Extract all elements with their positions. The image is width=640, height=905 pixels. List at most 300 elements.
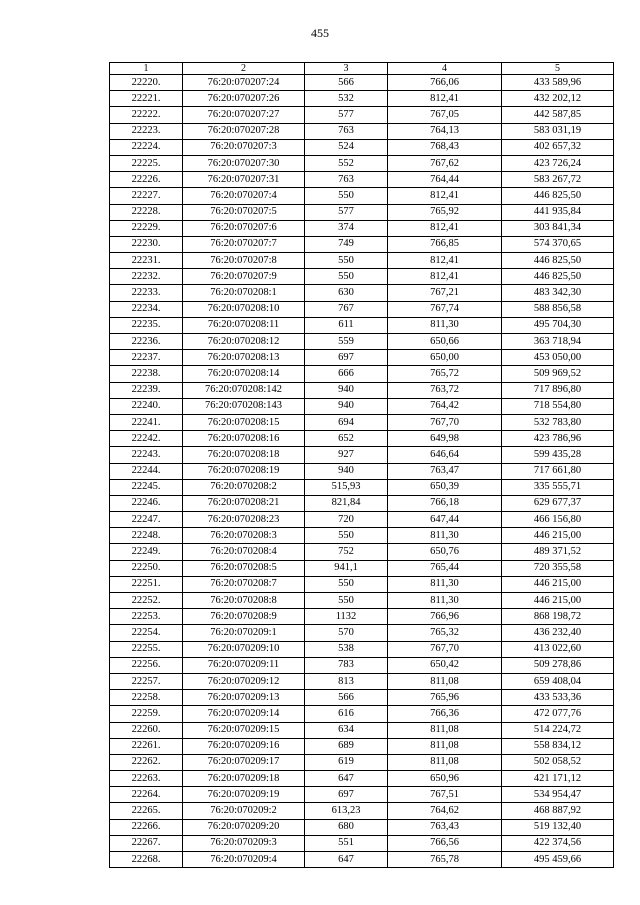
table-cell: 22240. (110, 398, 183, 414)
table-cell: 659 408,04 (502, 673, 614, 689)
table-row (110, 382, 614, 398)
table-cell: 22259. (110, 706, 183, 722)
table-cell: 766,56 (388, 835, 502, 851)
table-cell: 422 374,56 (502, 835, 614, 851)
table-cell: 22227. (110, 188, 183, 204)
table-row (110, 641, 614, 657)
table-cell: 534 954,47 (502, 787, 614, 803)
table-cell: 717 896,80 (502, 382, 614, 398)
table-row (110, 609, 614, 625)
table-cell: 813 (305, 673, 388, 689)
table-cell: 577 (305, 204, 388, 220)
table-row (110, 285, 614, 301)
table-cell: 629 677,37 (502, 495, 614, 511)
table-cell: 76:20:070208:3 (183, 528, 305, 544)
table-cell: 446 825,50 (502, 253, 614, 269)
table-cell: 76:20:070209:2 (183, 803, 305, 819)
table-row (110, 447, 614, 463)
table-row (110, 787, 614, 803)
table-row (110, 544, 614, 560)
table-cell: 583 031,19 (502, 123, 614, 139)
table-cell: 22241. (110, 414, 183, 430)
table-cell: 22253. (110, 609, 183, 625)
table-row (110, 528, 614, 544)
table-cell: 766,06 (388, 75, 502, 91)
table-cell: 446 215,00 (502, 528, 614, 544)
table-cell: 720 (305, 512, 388, 528)
table-row (110, 253, 614, 269)
table-cell: 76:20:070209:16 (183, 738, 305, 754)
table-cell: 868 198,72 (502, 609, 614, 625)
table-cell: 466 156,80 (502, 512, 614, 528)
table-cell: 515,93 (305, 479, 388, 495)
table-cell: 650,96 (388, 771, 502, 787)
table-cell: 76:20:070209:14 (183, 706, 305, 722)
table-cell: 436 232,40 (502, 625, 614, 641)
table-cell: 550 (305, 528, 388, 544)
table-cell: 811,30 (388, 593, 502, 609)
table-cell: 22233. (110, 285, 183, 301)
table-row (110, 819, 614, 835)
table-cell: 76:20:070209:13 (183, 690, 305, 706)
table-row (110, 139, 614, 155)
data-table (109, 62, 614, 868)
table-cell: 446 825,50 (502, 188, 614, 204)
table-cell: 22257. (110, 673, 183, 689)
table-cell: 552 (305, 155, 388, 171)
table-cell: 717 661,80 (502, 463, 614, 479)
table-cell: 551 (305, 835, 388, 851)
table-cell: 650,39 (388, 479, 502, 495)
table-cell: 76:20:070209:18 (183, 771, 305, 787)
table-cell: 566 (305, 75, 388, 91)
table-cell: 811,08 (388, 722, 502, 738)
table-cell: 22222. (110, 107, 183, 123)
table-cell: 763,47 (388, 463, 502, 479)
table-cell: 765,44 (388, 560, 502, 576)
table-cell: 764,42 (388, 398, 502, 414)
table-cell: 22243. (110, 447, 183, 463)
table-cell: 442 587,85 (502, 107, 614, 123)
table-cell: 495 459,66 (502, 852, 614, 868)
table-row (110, 803, 614, 819)
table-cell: 559 (305, 334, 388, 350)
table-cell: 765,96 (388, 690, 502, 706)
table-cell: 22258. (110, 690, 183, 706)
table-cell: 76:20:070208:9 (183, 609, 305, 625)
table-row (110, 236, 614, 252)
table-cell: 583 267,72 (502, 172, 614, 188)
table-row (110, 334, 614, 350)
table-row (110, 431, 614, 447)
table-cell: 616 (305, 706, 388, 722)
table-cell: 767,70 (388, 641, 502, 657)
table-cell: 650,66 (388, 334, 502, 350)
table-cell: 22238. (110, 366, 183, 382)
column-header: 3 (305, 63, 388, 75)
table-cell: 649,98 (388, 431, 502, 447)
table-cell: 483 342,30 (502, 285, 614, 301)
table-cell: 766,96 (388, 609, 502, 625)
table-cell: 76:20:070209:4 (183, 852, 305, 868)
table-cell: 76:20:070209:11 (183, 657, 305, 673)
column-header: 4 (388, 63, 502, 75)
table-cell: 22254. (110, 625, 183, 641)
column-header: 2 (183, 63, 305, 75)
table-row (110, 576, 614, 592)
table-cell: 550 (305, 576, 388, 592)
table-cell: 509 969,52 (502, 366, 614, 382)
table-cell: 76:20:070208:5 (183, 560, 305, 576)
table-cell: 76:20:070208:4 (183, 544, 305, 560)
page-number: 455 (311, 26, 329, 40)
table-cell: 811,08 (388, 738, 502, 754)
table-cell: 783 (305, 657, 388, 673)
table-cell: 519 132,40 (502, 819, 614, 835)
table-cell: 765,78 (388, 852, 502, 868)
table-row (110, 495, 614, 511)
table-cell: 76:20:070207:26 (183, 91, 305, 107)
table-cell: 76:20:070208:19 (183, 463, 305, 479)
table-row (110, 512, 614, 528)
table-cell: 433 589,96 (502, 75, 614, 91)
table-cell: 940 (305, 398, 388, 414)
table-row (110, 463, 614, 479)
table-cell: 650,42 (388, 657, 502, 673)
table-cell: 811,30 (388, 528, 502, 544)
table-cell: 765,72 (388, 366, 502, 382)
table-cell: 441 935,84 (502, 204, 614, 220)
table-cell: 22231. (110, 253, 183, 269)
table-cell: 767,62 (388, 155, 502, 171)
table-body (110, 63, 614, 868)
table-cell: 940 (305, 463, 388, 479)
table-cell: 550 (305, 253, 388, 269)
table-cell: 767,21 (388, 285, 502, 301)
table-cell: 76:20:070207:24 (183, 75, 305, 91)
table-cell: 22268. (110, 852, 183, 868)
table-cell: 767,05 (388, 107, 502, 123)
table-cell: 76:20:070207:7 (183, 236, 305, 252)
table-row (110, 754, 614, 770)
table-cell: 570 (305, 625, 388, 641)
table-cell: 76:20:070207:28 (183, 123, 305, 139)
table-cell: 763 (305, 172, 388, 188)
table-cell: 767,74 (388, 301, 502, 317)
table-cell: 763,43 (388, 819, 502, 835)
table-cell: 76:20:070208:2 (183, 479, 305, 495)
table-cell: 423 726,24 (502, 155, 614, 171)
table-cell: 1132 (305, 609, 388, 625)
table-cell: 335 555,71 (502, 479, 614, 495)
table-row (110, 706, 614, 722)
table-cell: 765,32 (388, 625, 502, 641)
table-cell: 647,44 (388, 512, 502, 528)
table-cell: 941,1 (305, 560, 388, 576)
table-header-row (110, 63, 614, 75)
table-cell: 646,64 (388, 447, 502, 463)
table-cell: 647 (305, 852, 388, 868)
table-row (110, 172, 614, 188)
table-row (110, 835, 614, 851)
table-cell: 22252. (110, 593, 183, 609)
table-cell: 421 171,12 (502, 771, 614, 787)
table-cell: 76:20:070207:6 (183, 220, 305, 236)
table-cell: 538 (305, 641, 388, 657)
table-cell: 940 (305, 382, 388, 398)
table-cell: 76:20:070207:8 (183, 253, 305, 269)
table-cell: 763,72 (388, 382, 502, 398)
table-cell: 76:20:070208:21 (183, 495, 305, 511)
table-cell: 423 786,96 (502, 431, 614, 447)
table-row (110, 625, 614, 641)
table-cell: 76:20:070207:9 (183, 269, 305, 285)
table-cell: 22229. (110, 220, 183, 236)
table-cell: 764,44 (388, 172, 502, 188)
table-cell: 413 022,60 (502, 641, 614, 657)
table-cell: 446 215,00 (502, 593, 614, 609)
table-cell: 650,00 (388, 350, 502, 366)
table-cell: 619 (305, 754, 388, 770)
table-row (110, 398, 614, 414)
table-cell: 514 224,72 (502, 722, 614, 738)
table-cell: 811,08 (388, 754, 502, 770)
table-row (110, 123, 614, 139)
table-cell: 811,30 (388, 317, 502, 333)
table-cell: 472 077,76 (502, 706, 614, 722)
table-cell: 577 (305, 107, 388, 123)
table-cell: 22250. (110, 560, 183, 576)
table-cell: 22236. (110, 334, 183, 350)
table-row (110, 560, 614, 576)
column-header: 5 (502, 63, 614, 75)
table-cell: 363 718,94 (502, 334, 614, 350)
table-cell: 76:20:070209:1 (183, 625, 305, 641)
table-cell: 446 825,50 (502, 269, 614, 285)
table-cell: 588 856,58 (502, 301, 614, 317)
table-cell: 76:20:070209:15 (183, 722, 305, 738)
table-cell: 76:20:070208:1 (183, 285, 305, 301)
table-cell: 76:20:070208:8 (183, 593, 305, 609)
table-cell: 22221. (110, 91, 183, 107)
table-cell: 22232. (110, 269, 183, 285)
table-row (110, 479, 614, 495)
table-cell: 76:20:070208:143 (183, 398, 305, 414)
table-cell: 22265. (110, 803, 183, 819)
table-cell: 22237. (110, 350, 183, 366)
table-cell: 22256. (110, 657, 183, 673)
table-cell: 76:20:070208:7 (183, 576, 305, 592)
table-cell: 599 435,28 (502, 447, 614, 463)
table-row (110, 738, 614, 754)
table-cell: 22220. (110, 75, 183, 91)
table-cell: 446 215,00 (502, 576, 614, 592)
table-cell: 22251. (110, 576, 183, 592)
table-cell: 812,41 (388, 220, 502, 236)
table-cell: 453 050,00 (502, 350, 614, 366)
table-cell: 22239. (110, 382, 183, 398)
table-cell: 22255. (110, 641, 183, 657)
table-cell: 821,84 (305, 495, 388, 511)
table-row (110, 91, 614, 107)
table-cell: 550 (305, 593, 388, 609)
table-cell: 532 (305, 91, 388, 107)
table-cell: 666 (305, 366, 388, 382)
table-cell: 765,92 (388, 204, 502, 220)
table-cell: 468 887,92 (502, 803, 614, 819)
table-cell: 22224. (110, 139, 183, 155)
table-cell: 22223. (110, 123, 183, 139)
table-cell: 550 (305, 188, 388, 204)
table-cell: 76:20:070207:27 (183, 107, 305, 123)
table-cell: 22264. (110, 787, 183, 803)
table-row (110, 317, 614, 333)
table-cell: 76:20:070208:23 (183, 512, 305, 528)
table-row (110, 75, 614, 91)
table-row (110, 690, 614, 706)
column-header: 1 (110, 63, 183, 75)
table-cell: 76:20:070209:17 (183, 754, 305, 770)
table-row (110, 414, 614, 430)
table-row (110, 204, 614, 220)
table-cell: 811,08 (388, 673, 502, 689)
table-cell: 76:20:070209:19 (183, 787, 305, 803)
table-row (110, 269, 614, 285)
table-row (110, 107, 614, 123)
table-cell: 22226. (110, 172, 183, 188)
table-cell: 22247. (110, 512, 183, 528)
table-cell: 680 (305, 819, 388, 835)
table-cell: 76:20:070208:10 (183, 301, 305, 317)
table-cell: 697 (305, 787, 388, 803)
table-cell: 22242. (110, 431, 183, 447)
table-cell: 22266. (110, 819, 183, 835)
table-cell: 374 (305, 220, 388, 236)
table-row (110, 593, 614, 609)
table-cell: 22260. (110, 722, 183, 738)
table-cell: 76:20:070208:13 (183, 350, 305, 366)
table-cell: 749 (305, 236, 388, 252)
table-cell: 303 841,34 (502, 220, 614, 236)
table-row (110, 673, 614, 689)
table-cell: 76:20:070207:3 (183, 139, 305, 155)
table-cell: 22246. (110, 495, 183, 511)
table-cell: 927 (305, 447, 388, 463)
table-row (110, 188, 614, 204)
table-cell: 566 (305, 690, 388, 706)
table-cell: 694 (305, 414, 388, 430)
table-cell: 22263. (110, 771, 183, 787)
table-cell: 509 278,86 (502, 657, 614, 673)
table-cell: 22230. (110, 236, 183, 252)
table-row (110, 366, 614, 382)
table-cell: 812,41 (388, 91, 502, 107)
table-cell: 768,43 (388, 139, 502, 155)
table-cell: 22261. (110, 738, 183, 754)
table-cell: 22249. (110, 544, 183, 560)
table-cell: 76:20:070209:20 (183, 819, 305, 835)
table-cell: 495 704,30 (502, 317, 614, 333)
table-cell: 76:20:070209:10 (183, 641, 305, 657)
table-cell: 22228. (110, 204, 183, 220)
table-cell: 489 371,52 (502, 544, 614, 560)
table-cell: 763 (305, 123, 388, 139)
table-cell: 766,18 (388, 495, 502, 511)
table-cell: 752 (305, 544, 388, 560)
table-row (110, 771, 614, 787)
table-row (110, 350, 614, 366)
table-cell: 812,41 (388, 253, 502, 269)
table-cell: 697 (305, 350, 388, 366)
table-cell: 76:20:070208:14 (183, 366, 305, 382)
table-cell: 766,85 (388, 236, 502, 252)
table-cell: 76:20:070208:15 (183, 414, 305, 430)
table-cell: 767,70 (388, 414, 502, 430)
table-cell: 22267. (110, 835, 183, 851)
table-cell: 650,76 (388, 544, 502, 560)
table-row (110, 657, 614, 673)
table-cell: 22234. (110, 301, 183, 317)
table-cell: 558 834,12 (502, 738, 614, 754)
table-cell: 812,41 (388, 269, 502, 285)
table-cell: 647 (305, 771, 388, 787)
table-cell: 764,13 (388, 123, 502, 139)
table-cell: 22248. (110, 528, 183, 544)
table-cell: 76:20:070209:12 (183, 673, 305, 689)
table-cell: 812,41 (388, 188, 502, 204)
table-cell: 76:20:070208:11 (183, 317, 305, 333)
table-cell: 22235. (110, 317, 183, 333)
table-cell: 76:20:070207:5 (183, 204, 305, 220)
table-cell: 574 370,65 (502, 236, 614, 252)
table-cell: 767,51 (388, 787, 502, 803)
table-cell: 634 (305, 722, 388, 738)
table-cell: 524 (305, 139, 388, 155)
table-cell: 432 202,12 (502, 91, 614, 107)
table-cell: 764,62 (388, 803, 502, 819)
table-cell: 652 (305, 431, 388, 447)
table-cell: 767 (305, 301, 388, 317)
table-cell: 22244. (110, 463, 183, 479)
table-cell: 22262. (110, 754, 183, 770)
table-row (110, 155, 614, 171)
table-cell: 611 (305, 317, 388, 333)
table-cell: 720 355,58 (502, 560, 614, 576)
table-cell: 689 (305, 738, 388, 754)
table-cell: 76:20:070208:16 (183, 431, 305, 447)
table-cell: 76:20:070207:4 (183, 188, 305, 204)
table-cell: 718 554,80 (502, 398, 614, 414)
table-row (110, 722, 614, 738)
table-cell: 532 783,80 (502, 414, 614, 430)
table-cell: 76:20:070209:3 (183, 835, 305, 851)
table-cell: 613,23 (305, 803, 388, 819)
table-cell: 22245. (110, 479, 183, 495)
table-cell: 402 657,32 (502, 139, 614, 155)
table-row (110, 220, 614, 236)
table-cell: 433 533,36 (502, 690, 614, 706)
table-cell: 76:20:070207:31 (183, 172, 305, 188)
table-cell: 76:20:070207:30 (183, 155, 305, 171)
table-cell: 550 (305, 269, 388, 285)
table-cell: 76:20:070208:142 (183, 382, 305, 398)
table-cell: 76:20:070208:12 (183, 334, 305, 350)
table-cell: 76:20:070208:18 (183, 447, 305, 463)
table-cell: 630 (305, 285, 388, 301)
table-cell: 502 058,52 (502, 754, 614, 770)
table-row (110, 852, 614, 868)
table-cell: 22225. (110, 155, 183, 171)
